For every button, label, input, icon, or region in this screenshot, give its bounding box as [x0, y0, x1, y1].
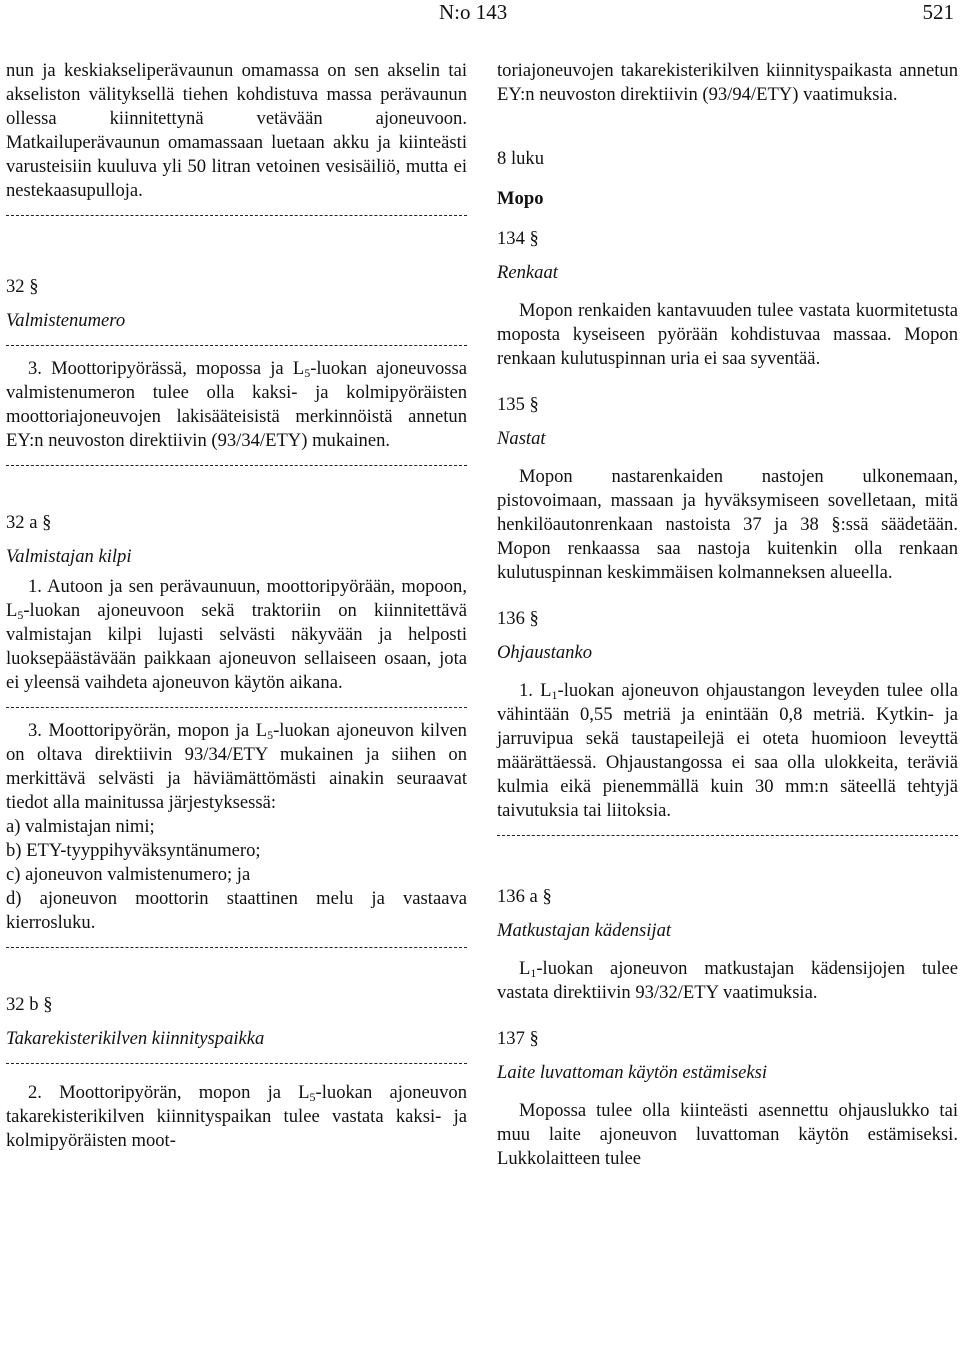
paragraph: Mopon renkaiden kantavuuden tulee vastata kuormitetusta moposta kyseiseen pyörään kohdistuvaa massaa. Mopon renkaan kulutuspinnan uria ei saa syventää.	[497, 300, 958, 369]
section-title: Laite luvattoman käytön estämiseksi	[497, 1062, 768, 1083]
section-number: 32 a §	[6, 512, 52, 533]
paragraph: toriajoneuvojen takarekisterikilven kiinnityspaikasta annetun EY:n neuvoston direktiivin (93/94/ETY) vaatimuksia.	[497, 60, 958, 105]
list-item: d) ajoneuvon moottorin staattinen melu ja vastaava kierrosluku.	[6, 888, 467, 933]
omission-dashes	[6, 695, 467, 719]
paragraph: 3. Moottoripyörässä, mopossa ja $L_5$-luokan ajoneuvossa valmistenumeron tulee olla kaksi- ja kolmipyöräisten moottoriajoneuvojen lakisääteisistä merkinnöistä annetun EY:n neuvoston direktiivin (93/34/ETY) mukainen.	[6, 358, 468, 451]
chapter-number: 8 luku	[497, 148, 545, 169]
section-title: Nastat	[497, 428, 546, 449]
paragraph: 1. $L_1$-luokan ajoneuvon ohjaustangon leveyden tulee olla vähintään 0,55 metriä ja enintään 0,8 metriä. Kytkin- ja jarruvipua sekä taustapeilejä ei oteta huomioon leveyttä määrättäessä. Ohjaustangossa ei saa olla ulokkeita, teräviä kulmia eikä pienemmällä kuin 30 mm:n säteellä tehtyjä taivutuksia tai liitoksia.	[497, 680, 958, 821]
page-number: 521	[922, 0, 954, 24]
list-item: a) valmistajan nimi;	[6, 816, 155, 837]
paragraph: 3. Moottoripyörän, mopon ja $L_5$-luokan ajoneuvon kilven on oltava direktiivin 93/34/ETY mukainen ja siihen on merkittävä selvästi ja häviämättömästi ainakin seuraavat tiedot alla mainitussa järjestyksessä:	[6, 720, 467, 813]
paragraph: Mopon nastarenkaiden nastojen ulkonemaan, pistovoimaan, massaan ja hyväksymiseen sovelletaan, mitä henkilöautonrenkaan nastoista 37 ja 38 §:ssä säädetään. Mopon renkaassa saa nastoja kuitenkin olla renkaan kulutuspinnan keskimmäisen kolmanneksen alueella.	[497, 466, 958, 583]
omission-dashes	[6, 453, 467, 477]
page-header	[0, 0, 960, 30]
list-item: b) ETY-tyyppihyväksyntänumero;	[6, 840, 261, 861]
section-title: Ohjaustanko	[497, 642, 593, 663]
section-title: Valmistajan kilpi	[6, 546, 132, 567]
chapter-title: Mopo	[497, 188, 544, 209]
section-number: 32 §	[6, 276, 39, 297]
omission-dashes	[6, 333, 467, 357]
section-number: 32 b §	[6, 994, 53, 1015]
list-item: c) ajoneuvon valmistenumero; ja	[6, 864, 251, 885]
section-title: Matkustajan kädensijat	[497, 920, 672, 941]
section-number: 136 §	[497, 608, 539, 629]
section-title: Valmistenumero	[6, 310, 126, 331]
paragraph: Mopossa tulee olla kiinteästi asennettu ohjauslukko tai muu laite ajoneuvon luvattoman käytön estämiseksi. Lukkolaitteen tulee	[497, 1100, 958, 1169]
section-number: 137 §	[497, 1028, 539, 1049]
paragraph: 2. Moottoripyörän, mopon ja $L_5$-luokan ajoneuvon takarekisterikilven kiinnityspaikan tulee vastata kaksi- ja kolmipyöräisten moot-	[6, 1082, 467, 1151]
right-column	[497, 59, 958, 1171]
omission-dashes	[6, 1051, 467, 1075]
paragraph: 1. Autoon ja sen perävaunuun, moottoripyörään, mopoon, $L_5$-luokan ajoneuvoon sekä traktoriin on kiinnitettävä valmistajan kilpi lujasti selvästi näkyvään ja helposti luoksepäästävään paikkaan ajoneuvon sellaiseen osaan, jota ei yleensä vaihdeta ajoneuvon käytön aikana.	[6, 576, 467, 693]
issue-number: N:o 143	[439, 0, 508, 24]
section-number: 135 §	[497, 394, 539, 415]
section-title: Renkaat	[497, 262, 558, 283]
left-column	[6, 59, 467, 1153]
omission-dashes	[6, 935, 467, 959]
paragraph: $L_1$-luokan ajoneuvon matkustajan kädensijojen tulee vastata direktiivin 93/32/ETY vaatimuksia.	[497, 958, 958, 1003]
section-number: 134 §	[497, 228, 539, 249]
section-number: 136 a §	[497, 886, 552, 907]
paragraph: nun ja keskiakseliperävaunun omamassa on sen akselin tai akseliston välityksellä tiehen kohdistuva massa perävaunun ollessa kiinnitettynä vetävään ajoneuvoon. Matkailuperävaunun omamassaan luetaan akku ja kiinteästi varusteisiin kuuluva yli 50 litran vetoinen vesisäiliö, mutta ei nestekaasupulloja.	[6, 60, 467, 201]
omission-dashes	[497, 823, 958, 847]
section-title: Takarekisterikilven kiinnityspaikka	[6, 1028, 265, 1049]
omission-dashes	[6, 203, 467, 227]
